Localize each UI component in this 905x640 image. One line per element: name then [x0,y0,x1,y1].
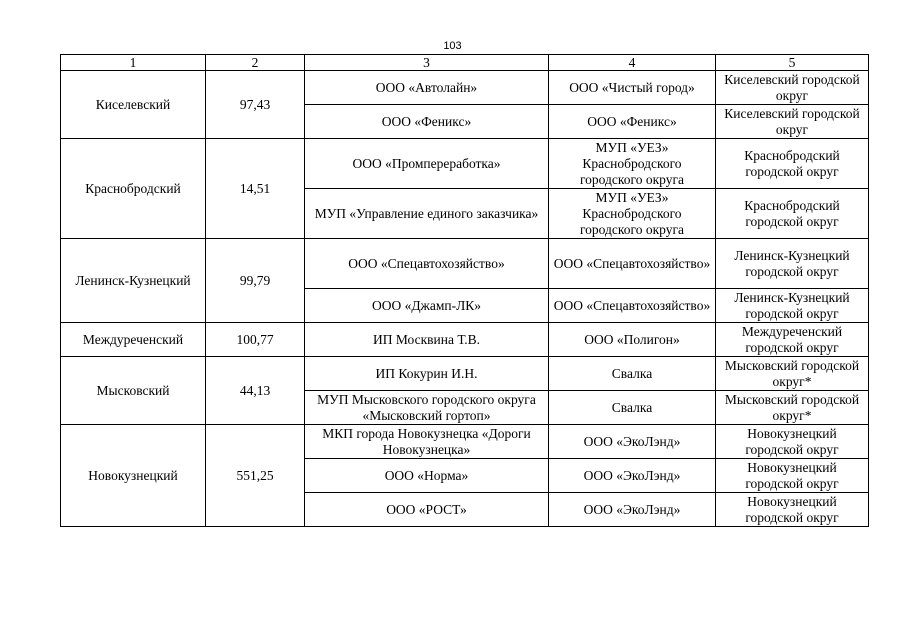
value-cell: 100,77 [206,323,305,357]
operator-cell: ООО «Норма» [305,459,549,493]
region-cell: Междуреченский [61,323,206,357]
table-row [61,357,869,391]
table-row [61,323,869,357]
value-cell: 44,13 [206,357,305,425]
table-row [61,425,869,459]
table-row [61,139,869,189]
district-cell: Мысковский городской округ* [716,357,869,391]
facility-cell: ООО «ЭкоЛэнд» [549,459,716,493]
operator-cell: ООО «Джамп-ЛК» [305,289,549,323]
district-cell: Ленинск-Кузнецкий городской округ [716,289,869,323]
facility-cell: ООО «Полигон» [549,323,716,357]
district-cell: Ленинск-Кузнецкий городской округ [716,239,869,289]
operator-cell: ИП Москвина Т.В. [305,323,549,357]
facility-cell: ООО «Феникс» [549,105,716,139]
value-cell: 551,25 [206,425,305,527]
operator-cell: МУП «Управление единого заказчика» [305,189,549,239]
table-row [61,71,869,105]
value-cell: 97,43 [206,71,305,139]
operator-cell: ООО «РОСТ» [305,493,549,527]
value-cell: 99,79 [206,239,305,323]
district-cell: Киселевский городской округ [716,105,869,139]
operator-cell: МКП города Новокузнецка «Дороги Новокузнецка» [305,425,549,459]
operator-cell: ООО «Автолайн» [305,71,549,105]
facility-cell: МУП «УЕЗ» Краснобродского городского округа [549,189,716,239]
facility-cell: Свалка [549,357,716,391]
operator-cell: ИП Кокурин И.Н. [305,357,549,391]
region-cell: Краснобродский [61,139,206,239]
facility-cell: ООО «ЭкоЛэнд» [549,425,716,459]
operator-cell: ООО «Промпереработка» [305,139,549,189]
facility-cell: ООО «ЭкоЛэнд» [549,493,716,527]
region-cell: Мысковский [61,357,206,425]
operator-cell: ООО «Феникс» [305,105,549,139]
facility-cell: ООО «Чистый город» [549,71,716,105]
district-cell: Новокузнецкий городской округ [716,493,869,527]
header-cell: 3 [305,55,549,71]
header-row [61,55,869,71]
district-cell: Мысковский городской округ* [716,391,869,425]
facility-cell: МУП «УЕЗ» Краснобродского городского округа [549,139,716,189]
header-cell: 4 [549,55,716,71]
value-cell: 14,51 [206,139,305,239]
district-cell: Междуреченский городской округ [716,323,869,357]
district-cell: Краснобродский городской округ [716,189,869,239]
header-cell: 5 [716,55,869,71]
facility-cell: ООО «Спецавтохозяйство» [549,289,716,323]
region-cell: Ленинск-Кузнецкий [61,239,206,323]
district-cell: Новокузнецкий городской округ [716,459,869,493]
district-cell: Новокузнецкий городской округ [716,425,869,459]
header-cell: 1 [61,55,206,71]
page-number: 103 [443,40,462,52]
data-table [60,54,869,527]
facility-cell: Свалка [549,391,716,425]
operator-cell: МУП Мысковского городского округа «Мысковский гортоп» [305,391,549,425]
operator-cell: ООО «Спецавтохозяйство» [305,239,549,289]
region-cell: Киселевский [61,71,206,139]
facility-cell: ООО «Спецавтохозяйство» [549,239,716,289]
district-cell: Киселевский городской округ [716,71,869,105]
district-cell: Краснобродский городской округ [716,139,869,189]
header-cell: 2 [206,55,305,71]
region-cell: Новокузнецкий [61,425,206,527]
table-row [61,239,869,289]
